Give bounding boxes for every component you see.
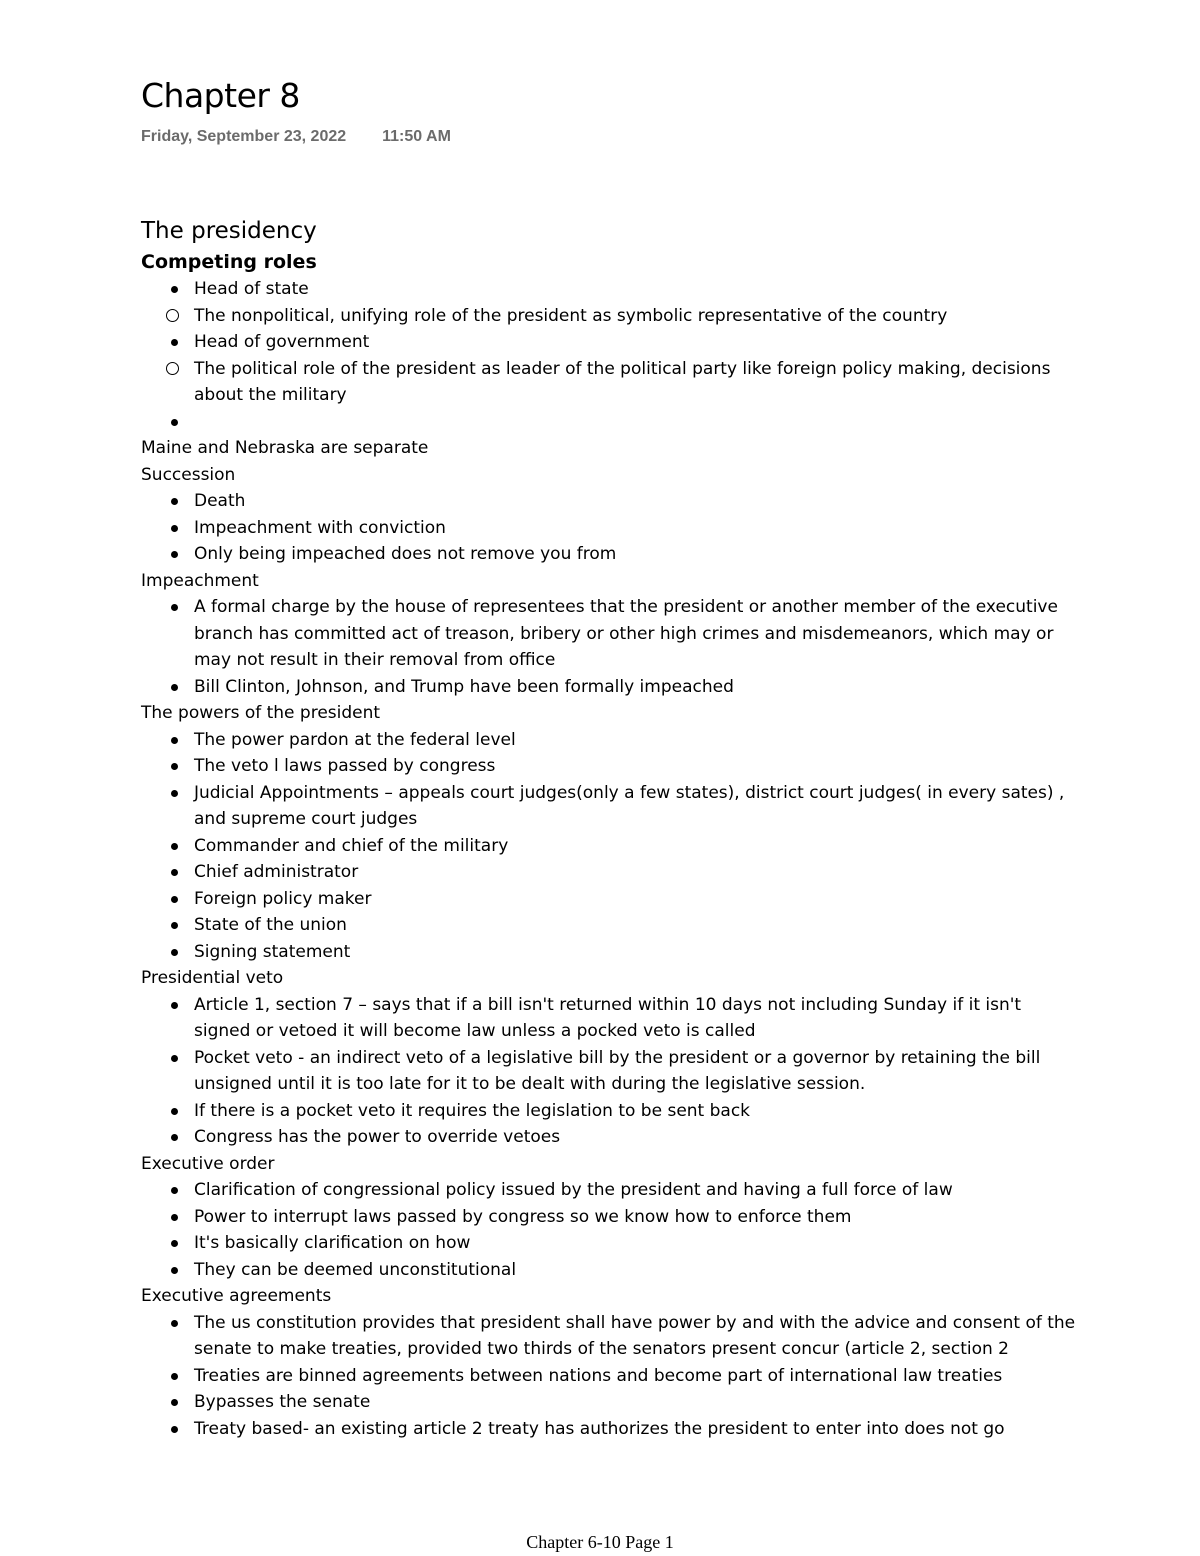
list-item: Signing statement — [141, 939, 1081, 966]
page-date: Friday, September 23, 2022 — [141, 128, 347, 145]
list-item: Death — [141, 488, 1081, 515]
list-item: Pocket veto - an indirect veto of a legislative bill by the president or a governor by retaining the bill unsigned until it is too late for it to be dealt with during the legislative session. — [141, 1045, 1081, 1098]
list-item: Head of state — [141, 276, 1081, 303]
bullet-icon — [141, 541, 194, 568]
bullet-icon — [141, 992, 194, 1019]
section-heading-executive-order: Executive order — [141, 1153, 275, 1174]
list-item: The political role of the president as leader of the political party like foreign policy making, decisions about the military — [141, 356, 1081, 409]
bullet-icon — [141, 886, 194, 913]
list-item: Bypasses the senate — [141, 1389, 1081, 1416]
bullet-icon — [141, 727, 194, 754]
bullet-icon — [141, 1389, 194, 1416]
bullet-icon — [141, 329, 194, 356]
list-item: Bill Clinton, Johnson, and Trump have been formally impeached — [141, 674, 1081, 701]
impeachment-list — [141, 594, 1081, 700]
bullet-icon — [141, 939, 194, 966]
list-item: Clarification of congressional policy issued by the president and having a full force of law — [141, 1177, 1081, 1204]
list-item: They can be deemed unconstitutional — [141, 1257, 1081, 1284]
bullet-icon — [141, 594, 194, 621]
list-item: Article 1, section 7 – says that if a bill isn't returned within 10 days not including Sunday if it isn't signed or vetoed it will become law unless a pocked veto is called — [141, 992, 1081, 1045]
heading-presidency: The presidency — [141, 218, 317, 244]
list-item: Commander and chief of the military — [141, 833, 1081, 860]
succession-list — [141, 488, 1081, 568]
bullet-icon — [141, 1045, 194, 1072]
list-item: Judicial Appointments – appeals court judges(only a few states), district court judges( in every sates) , and supreme court judges — [141, 780, 1081, 833]
bullet-icon — [141, 859, 194, 886]
maine-note: Maine and Nebraska are separate — [141, 438, 429, 458]
list-item: The power pardon at the federal level — [141, 727, 1081, 754]
circle-bullet-icon — [141, 303, 194, 330]
section-heading-impeachment: Impeachment — [141, 570, 259, 591]
list-item: State of the union — [141, 912, 1081, 939]
bullet-icon — [141, 1416, 194, 1443]
list-item: A formal charge by the house of representees that the president or another member of the executive branch has committed act of treason, bribery or other high crimes and misdemeanors, which may or may not result in their removal from office — [141, 594, 1081, 674]
list-item: Power to interrupt laws passed by congress so we know how to enforce them — [141, 1204, 1081, 1231]
list-item: Impeachment with conviction — [141, 515, 1081, 542]
page-time: 11:50 AM — [382, 128, 451, 145]
bullet-icon — [141, 1177, 194, 1204]
bullet-icon — [141, 753, 194, 780]
list-item: Treaties are binned agreements between nations and become part of international law treaties — [141, 1363, 1081, 1390]
list-item: If there is a pocket veto it requires the legislation to be sent back — [141, 1098, 1081, 1125]
page-footer: Chapter 6-10 Page 1 — [526, 1532, 674, 1552]
bullet-icon — [141, 409, 194, 436]
section-heading-veto: Presidential veto — [141, 968, 284, 988]
bullet-icon — [141, 1363, 194, 1390]
bullet-icon — [141, 1204, 194, 1231]
bullet-icon — [141, 515, 194, 542]
bullet-icon — [141, 912, 194, 939]
list-item — [141, 409, 1081, 436]
list-item: The nonpolitical, unifying role of the president as symbolic representative of the country — [141, 303, 1081, 330]
section-heading-powers: The powers of the president — [141, 703, 381, 723]
bullet-icon — [141, 1257, 194, 1284]
list-item: Congress has the power to override vetoes — [141, 1124, 1081, 1151]
list-item: Only being impeached does not remove you from — [141, 541, 1081, 568]
page-timestamp — [141, 128, 451, 146]
circle-bullet-icon — [141, 356, 194, 383]
list-item: Head of government — [141, 329, 1081, 356]
bullet-icon — [141, 780, 194, 807]
powers-list — [141, 727, 1081, 966]
bullet-icon — [141, 674, 194, 701]
executive-agreements-list — [141, 1310, 1081, 1443]
list-item: Chief administrator — [141, 859, 1081, 886]
list-item: The us constitution provides that president shall have power by and with the advice and consent of the senate to make treaties, provided two thirds of the senators present concur (article 2, section 2 — [141, 1310, 1081, 1363]
heading-competing-roles: Competing roles — [141, 251, 317, 273]
bullet-icon — [141, 1230, 194, 1257]
note-body — [141, 214, 1081, 1442]
list-item: Foreign policy maker — [141, 886, 1081, 913]
list-item: The veto l laws passed by congress — [141, 753, 1081, 780]
page-title: Chapter 8 — [141, 76, 300, 115]
bullet-icon — [141, 488, 194, 515]
list-item: It's basically clarification on how — [141, 1230, 1081, 1257]
veto-list — [141, 992, 1081, 1151]
bullet-icon — [141, 833, 194, 860]
section-heading-succession: Succession — [141, 464, 236, 485]
section-heading-executive-agreements: Executive agreements — [141, 1286, 332, 1306]
bullet-icon — [141, 1098, 194, 1125]
bullet-icon — [141, 1310, 194, 1337]
roles-list — [141, 276, 1081, 435]
executive-order-list — [141, 1177, 1081, 1283]
bullet-icon — [141, 276, 194, 303]
bullet-icon — [141, 1124, 194, 1151]
list-item: Treaty based- an existing article 2 treaty has authorizes the president to enter into does not go — [141, 1416, 1081, 1443]
